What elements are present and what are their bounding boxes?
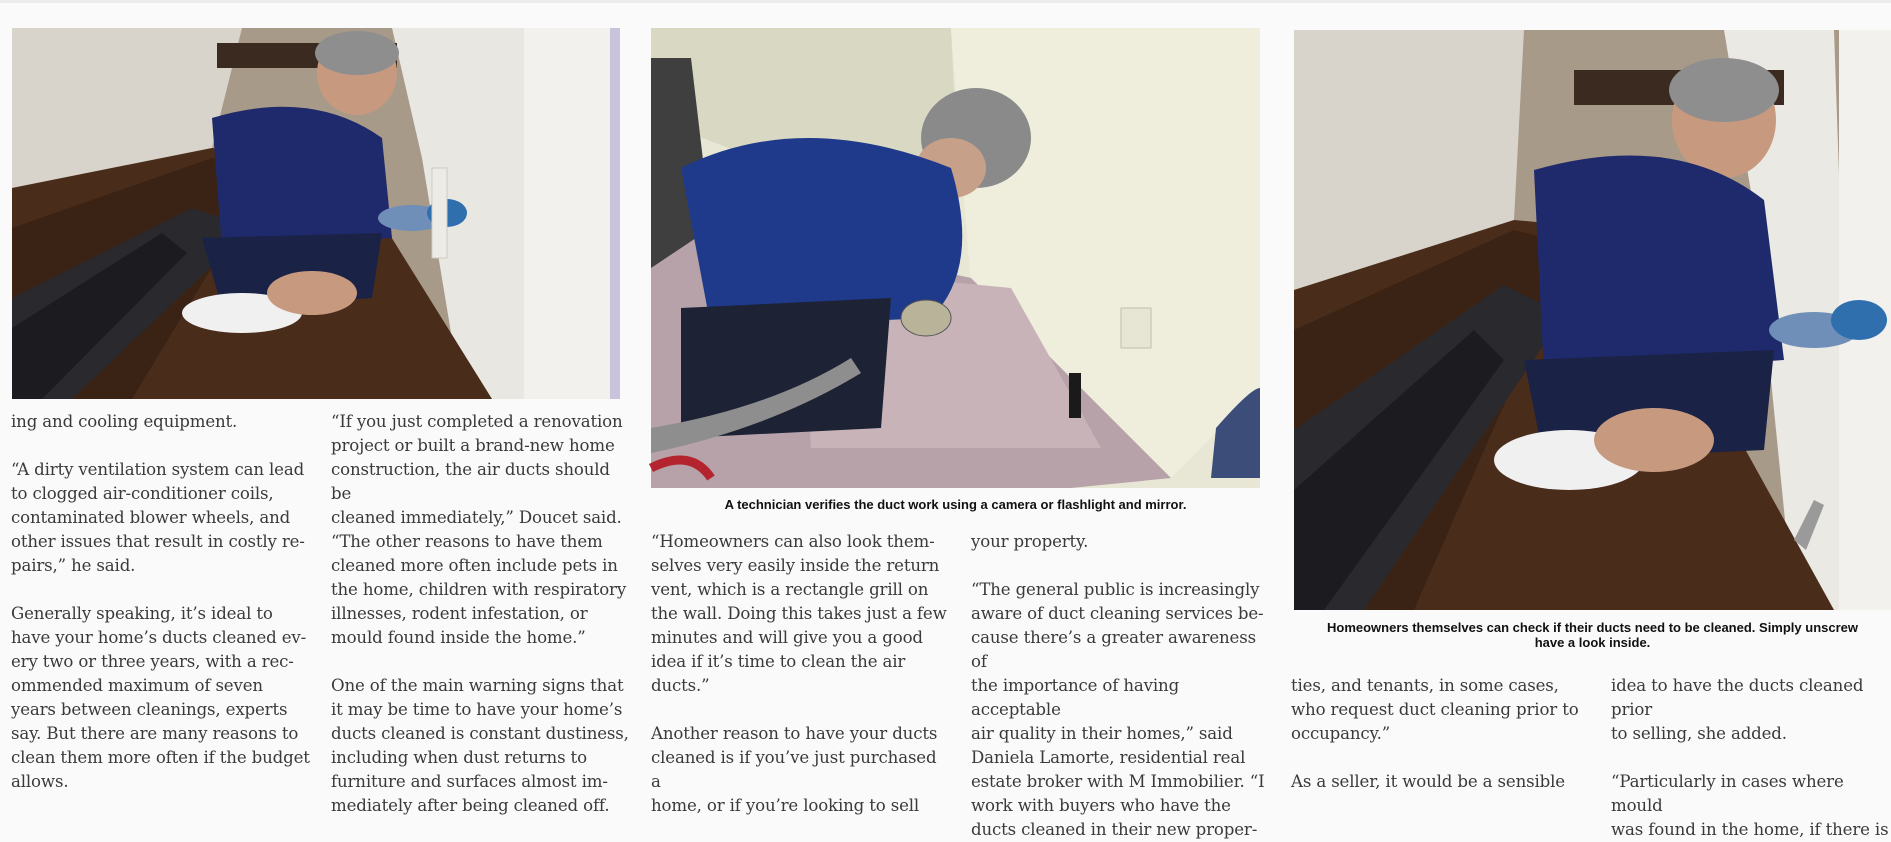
caption-middle-photo: A technician verifies the duct work using a camera or flashlight and mirror. — [724, 497, 1187, 512]
article-column-3: “Homeowners can also look them- selves very easily inside the return vent, which is a rectangle grill on the wall. Doing this takes just a few minutes and will give you a good idea if it’s time to clean the air ducts.” Another reason to have your ducts cleaned is if you’ve just purchased a home, or if you’re looking to sell — [651, 532, 947, 815]
article-column-5: ties, and tenants, in some cases, who request duct cleaning prior to occupancy.” As a seller, it would be a sensible — [1291, 676, 1579, 791]
article-column-1: ing and cooling equipment. “A dirty ventilation system can lead to clogged air-conditioner coils, contaminated blower wheels, and other issues that result in costly re- pairs,” he said. Generally speaking, it’s ideal to have your home’s ducts cleaned ev- ery two or three years, with a rec- ommended maximum of seven years between cleanings, experts say. But there are many reasons to clean them more often if the budget allows. — [11, 412, 310, 791]
top-divider — [0, 0, 1891, 3]
article-column-2: “If you just completed a renovation project or built a brand-new home construction, the air ducts should be cleaned immediately,” Doucet said. “The other reasons to have them cleaned more often include pets in the home, children with respiratory illnesses, rodent infestation, or mould found inside the home.” One of the main warning signs that it may be time to have your home’s ducts cleaned is constant dustiness, including when dust returns to furniture and surfaces almost im- mediately after being cleaned off. — [331, 412, 629, 815]
photo-hallway-technician-right — [1294, 30, 1891, 610]
article-column-6: idea to have the ducts cleaned prior to selling, she added. “Particularly in cases where mould was found in the home, if there is — [1611, 676, 1889, 839]
photo-technician-mirror — [651, 28, 1260, 488]
photo-hallway-technician-left — [12, 28, 620, 399]
article-column-4: your property. “The general public is increasingly aware of duct cleaning services be- cause there’s a greater awareness of the importance of having acceptable air quality in their homes,” said Daniela Lamorte, residential real estate broker with M Immobilier. “I work with buyers who have the ducts cleaned in their new proper- — [971, 532, 1265, 839]
caption-right-photo: Homeowners themselves can check if their ducts need to be cleaned. Simply unscrew have a look inside. — [1326, 620, 1858, 650]
